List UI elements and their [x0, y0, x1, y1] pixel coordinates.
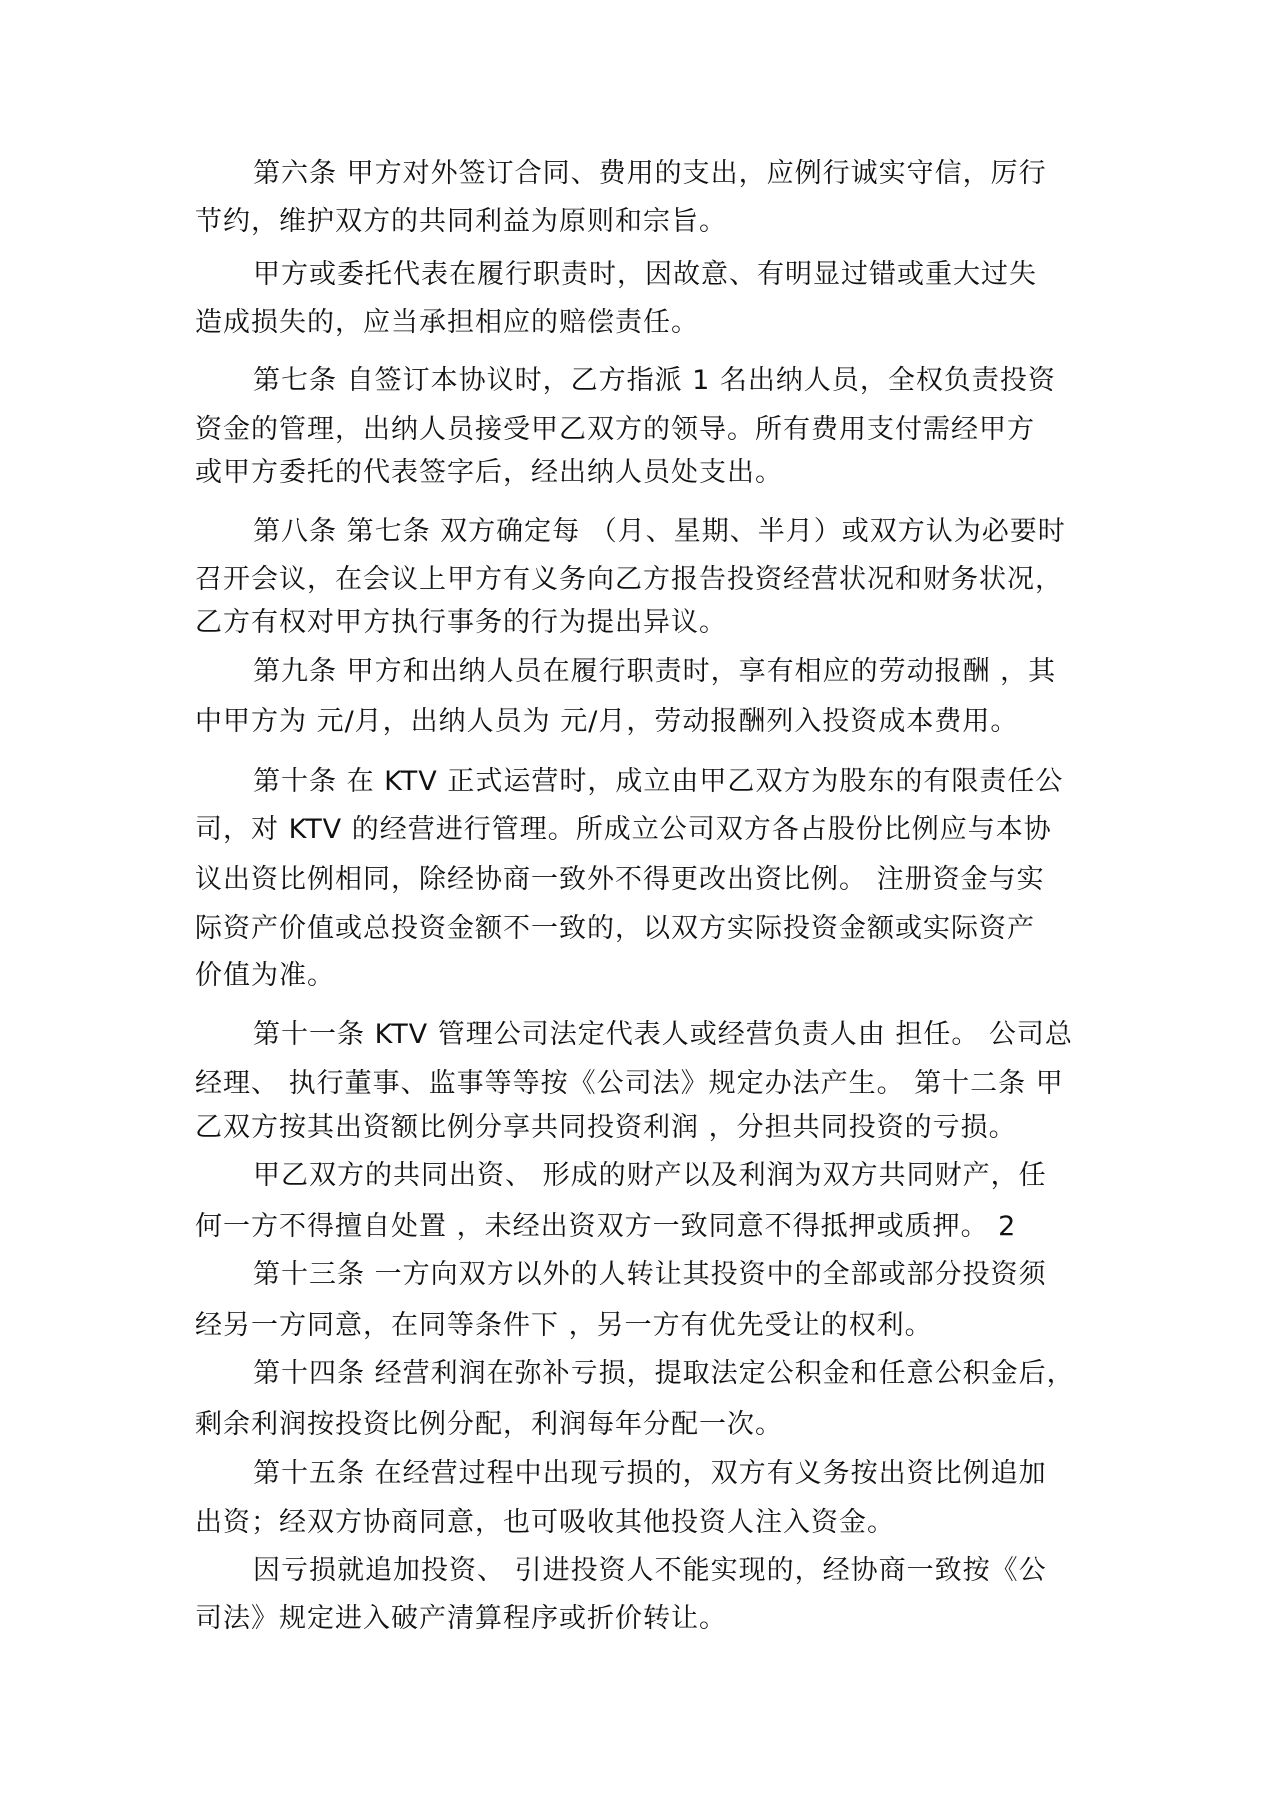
text-line: 价值为准。 [195, 960, 335, 991]
text-line: 召开会议，在会议上甲方有义务向乙方报告投资经营状况和财务状况， [195, 564, 1063, 595]
text-line: 第十一条 KTV 管理公司法定代表人或经营负责人由 担任。 公司总 [253, 1019, 1073, 1050]
text-line: 乙方有权对甲方执行事务的行为提出异议。 [195, 607, 727, 638]
text-line: 甲方或委托代表在履行职责时，因故意、有明显过错或重大过失 [253, 259, 1037, 290]
text-line: 第十四条 经营利润在弥补亏损，提取法定公积金和任意公积金后， [253, 1358, 1075, 1389]
text-line: 第八条 第七条 双方确定每 （月、星期、半月）或双方认为必要时 [253, 516, 1066, 547]
text-line: 经另一方同意，在同等条件下 ，另一方有优先受让的权利。 [195, 1310, 933, 1341]
text-line: 第六条 甲方对外签订合同、费用的支出，应例行诚实守信，厉行 [253, 158, 1047, 189]
text-line: 第九条 甲方和出纳人员在履行职责时，享有相应的劳动报酬 ，其 [253, 656, 1057, 687]
text-line: 司法》规定进入破产清算程序或折价转让。 [195, 1603, 727, 1634]
text-line: 第十三条 一方向双方以外的人转让其投资中的全部或部分投资须 [253, 1259, 1047, 1290]
text-line: 或甲方委托的代表签字后，经出纳人员处支出。 [195, 457, 783, 488]
text-line: 中甲方为 元/月，出纳人员为 元/月，劳动报酬列入投资成本费用。 [195, 706, 1019, 737]
text-line: 司，对 KTV 的经营进行管理。所成立公司双方各占股份比例应与本协 [195, 814, 1052, 845]
text-line: 因亏损就追加投资、 引进投资人不能实现的，经协商一致按《公 [253, 1555, 1047, 1586]
text-line: 乙双方按其出资额比例分享共同投资利润 ，分担共同投资的亏损。 [195, 1112, 1017, 1143]
text-line: 节约，维护双方的共同利益为原则和宗旨。 [195, 206, 727, 237]
text-line: 资金的管理，出纳人员接受甲乙双方的领导。所有费用支付需经甲方 [195, 414, 1035, 445]
text-line: 第十五条 在经营过程中出现亏损的，双方有义务按出资比例追加 [253, 1458, 1047, 1489]
text-line: 甲乙双方的共同出资、 形成的财产以及利润为双方共同财产，任 [253, 1160, 1047, 1191]
text-line: 何一方不得擅自处置 ，未经出资双方一致同意不得抵押或质押。 2 [195, 1211, 1017, 1242]
text-line: 出资；经双方协商同意，也可吸收其他投资人注入资金。 [195, 1507, 895, 1538]
text-line: 际资产价值或总投资金额不一致的，以双方实际投资金额或实际资产 [195, 913, 1035, 944]
text-line: 第七条 自签订本协议时，乙方指派 1 名出纳人员，全权负责投资 [253, 365, 1056, 396]
text-line: 议出资比例相同，除经协商一致外不得更改出资比例。 注册资金与实 [195, 864, 1045, 895]
text-line: 剩余利润按投资比例分配，利润每年分配一次。 [195, 1409, 783, 1440]
text-line: 造成损失的，应当承担相应的赔偿责任。 [195, 307, 699, 338]
text-line: 经理、 执行董事、监事等等按《公司法》规定办法产生。 第十二条 甲 [195, 1068, 1064, 1099]
text-line: 第十条 在 KTV 正式运营时，成立由甲乙双方为股东的有限责任公 [253, 766, 1064, 797]
